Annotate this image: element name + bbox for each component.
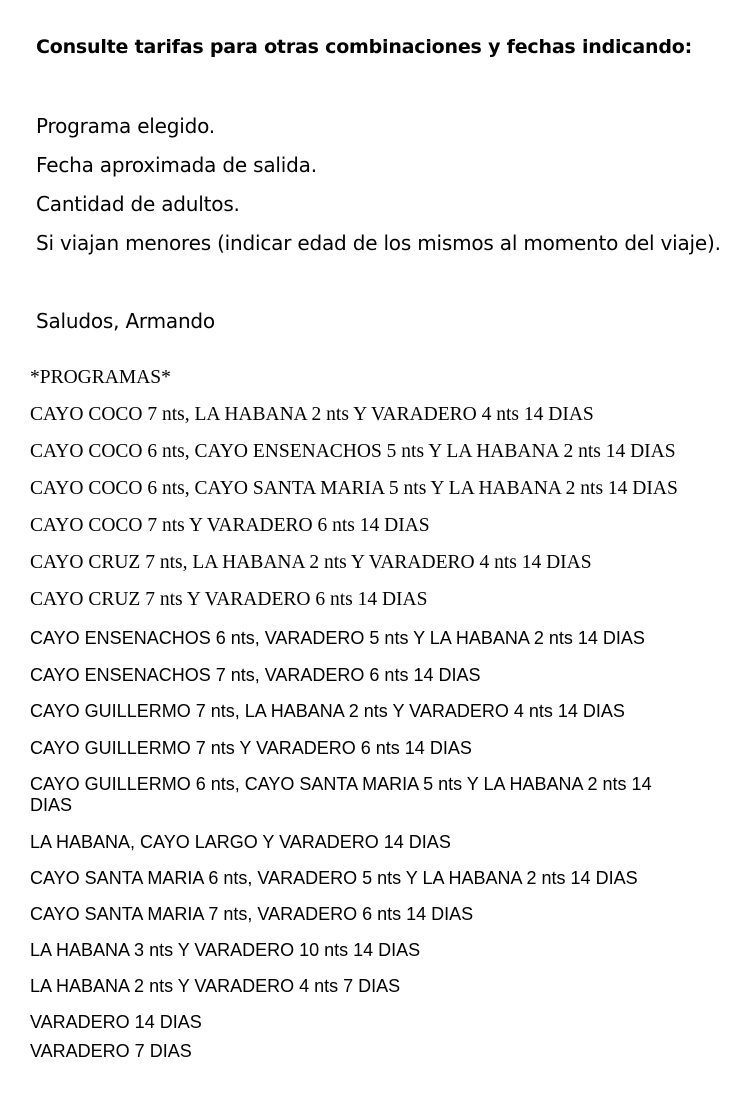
program-item: VARADERO 14 DIAS [30,1012,202,1032]
program-item: CAYO ENSENACHOS 6 nts, VARADERO 5 nts Y LA HABANA 2 nts 14 DIAS [30,628,645,648]
program-item: CAYO SANTA MARIA 6 nts, VARADERO 5 nts Y LA HABANA 2 nts 14 DIAS [30,868,638,888]
intro-item-date: Fecha aproximada de salida. [36,153,317,177]
program-item: LA HABANA 3 nts Y VARADERO 10 nts 14 DIAS [30,940,421,960]
program-item: CAYO COCO 7 nts, LA HABANA 2 nts Y VARADERO 4 nts 14 DIAS [30,404,594,425]
intro-item-adults: Cantidad de adultos. [36,192,240,216]
signature: Saludos, Armando [36,309,215,333]
program-item: CAYO GUILLERMO 6 nts, CAYO SANTA MARIA 5 nts Y LA HABANA 2 nts 14 DIAS [30,774,652,815]
intro-item-minors: Si viajan menores (indicar edad de los mismos al momento del viaje). [36,231,721,255]
program-item: CAYO COCO 6 nts, CAYO SANTA MARIA 5 nts Y LA HABANA 2 nts 14 DIAS [30,478,678,499]
program-item: CAYO CRUZ 7 nts, LA HABANA 2 nts Y VARADERO 4 nts 14 DIAS [30,552,592,573]
program-item: VARADERO 7 DIAS [30,1041,192,1061]
intro-item-program: Programa elegido. [36,114,215,138]
program-item: LA HABANA, CAYO LARGO Y VARADERO 14 DIAS [30,832,451,852]
program-item: CAYO GUILLERMO 7 nts, LA HABANA 2 nts Y VARADERO 4 nts 14 DIAS [30,701,625,721]
intro-heading: Consulte tarifas para otras combinaciones y fechas indicando: [36,36,692,58]
program-item: CAYO GUILLERMO 7 nts Y VARADERO 6 nts 14 DIAS [30,738,472,758]
program-item: CAYO ENSENACHOS 7 nts, VARADERO 6 nts 14 DIAS [30,665,481,685]
program-item: CAYO SANTA MARIA 7 nts, VARADERO 6 nts 14 DIAS [30,904,474,924]
program-item: LA HABANA 2 nts Y VARADERO 4 nts 7 DIAS [30,976,401,996]
programs-title: *PROGRAMAS* [30,367,171,388]
program-item: CAYO CRUZ 7 nts Y VARADERO 6 nts 14 DIAS [30,589,428,610]
program-item: CAYO COCO 7 nts Y VARADERO 6 nts 14 DIAS [30,515,430,536]
program-item: CAYO COCO 6 nts, CAYO ENSENACHOS 5 nts Y LA HABANA 2 nts 14 DIAS [30,441,676,462]
